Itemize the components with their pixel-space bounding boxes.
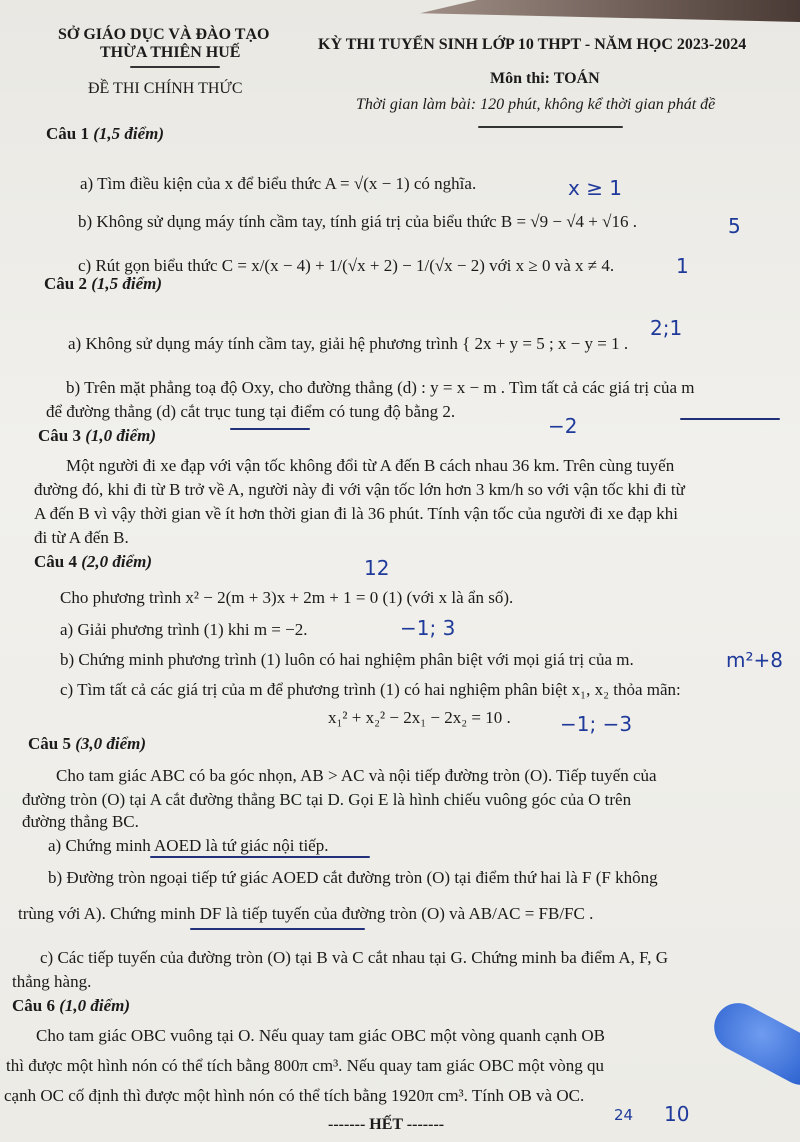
question-line: A đến B vì vậy thời gian về ít hơn thời gian đi là 36 phút. Tính vận tốc của người đi xe đạp khi [34,504,679,523]
department-name: SỞ GIÁO DỤC VÀ ĐÀO TẠO [58,26,270,43]
question-line: thẳng hàng. [12,972,92,991]
divider [478,126,623,128]
handwritten-answer: 2;1 [650,316,683,340]
handwritten-answer: m²+8 [726,648,783,672]
handwritten-answer: −2 [548,414,578,438]
handwritten-answer: 5 [728,214,741,238]
question-points: (1,0 điểm) [59,996,131,1015]
exam-title: KỲ THI TUYỂN SINH LỚP 10 THPT - NĂM HỌC 2023-2024 [318,36,747,53]
question-line: đường đó, khi đi từ B trở về A, người này đi với vận tốc lớn hơn 3 km/h so với vận tốc khi đi từ [34,480,685,499]
divider [130,66,220,68]
question-line: c) Tìm tất cả các giá trị của m để phương trình (1) có hai nghiệm phân biệt x₁, x₂ thỏa mãn: [60,680,681,699]
official-label: ĐỀ THI CHÍNH THỨC [88,80,243,97]
question-title: Câu 1 [46,124,89,143]
end-marker: ------- HẾT ------- [328,1116,445,1133]
question-line: Một người đi xe đạp với vận tốc không đổi từ A đến B cách nhau 36 km. Trên cùng tuyến [66,456,675,475]
question-line: a) Tìm điều kiện của x để biểu thức A = √(x − 1) có nghĩa. [80,174,477,193]
handwritten-answer: 10 [664,1102,690,1126]
province-name: THỪA THIÊN HUẾ [100,44,241,61]
question-title: Câu 3 [38,426,81,445]
handwritten-answer: x ≥ 1 [568,176,623,200]
handwritten-answer: 1 [676,254,689,278]
question-title: Câu 2 [44,274,87,293]
time-allowed: Thời gian làm bài: 120 phút, không kể thời gian phát đề [356,96,716,113]
photo-shadow [420,0,800,22]
question-line: a) Chứng minh AOED là tứ giác nội tiếp. [48,836,329,855]
pen-underline [150,856,370,858]
pen-underline [230,428,310,430]
question-points: (1,5 điểm) [93,124,165,143]
handwritten-answer: −1; −3 [560,712,633,736]
question-line: b) Không sử dụng máy tính cầm tay, tính giá trị của biểu thức B = √9 − √4 + √16 . [78,212,637,231]
question-line: a) Giải phương trình (1) khi m = −2. [60,620,308,639]
question-line: đường thẳng BC. [22,812,139,831]
question-line: b) Chứng minh phương trình (1) luôn có hai nghiệm phân biệt với mọi giá trị của m. [60,650,634,669]
question-points: (1,0 điểm) [85,426,157,445]
question-line: Cho phương trình x² − 2(m + 3)x + 2m + 1 = 0 (1) (với x là ẩn số). [60,588,514,607]
question-title: Câu 4 [34,552,77,571]
question-line: Cho tam giác ABC có ba góc nhọn, AB > AC và nội tiếp đường tròn (O). Tiếp tuyến của [56,766,657,785]
question-line: b) Trên mặt phẳng toạ độ Oxy, cho đường thẳng (d) : y = x − m . Tìm tất cả các giá trị của m [66,378,695,397]
blue-pen [706,995,800,1094]
question-title: Câu 6 [12,996,55,1015]
pen-underline [190,928,365,930]
question-line: trùng với A). Chứng minh DF là tiếp tuyến của đường tròn (O) và AB/AC = FB/FC . [18,904,594,923]
subject: Môn thi: TOÁN [490,70,600,87]
handwritten-answer: −1; 3 [400,616,456,640]
question-line: đi từ A đến B. [34,528,129,547]
handwritten-answer: 12 [364,556,390,580]
question-points: (3,0 điểm) [75,734,147,753]
question-line: b) Đường tròn ngoại tiếp tứ giác AOED cắt đường tròn (O) tại điểm thứ hai là F (F không [48,868,658,887]
question-line: thì được một hình nón có thể tích bằng 800π cm³. Nếu quay tam giác OBC một vòng qu [6,1056,604,1075]
pen-underline [680,418,780,420]
question-title: Câu 5 [28,734,71,753]
question-line: để đường thẳng (d) cắt trục tung tại điểm có tung độ bằng 2. [46,402,456,421]
question-line: a) Không sử dụng máy tính cầm tay, giải hệ phương trình { 2x + y = 5 ; x − y = 1 . [68,334,629,353]
handwritten-answer: 24 [614,1106,634,1124]
question-line: Cho tam giác OBC vuông tại O. Nếu quay tam giác OBC một vòng quanh cạnh OB [36,1026,605,1045]
question-points: (1,5 điểm) [91,274,163,293]
question-line: đường tròn (O) tại A cắt đường thẳng BC tại D. Gọi E là hình chiếu vuông góc của O trên [22,790,632,809]
question-line: c) Rút gọn biểu thức C = x/(x − 4) + 1/(√x + 2) − 1/(√x − 2) với x ≥ 0 và x ≠ 4. [78,256,615,275]
math-equation: x₁² + x₂² − 2x₁ − 2x₂ = 10 . [328,708,511,727]
question-line: cạnh OC cố định thì được một hình nón có thể tích bằng 1920π cm³. Tính OB và OC. [4,1086,585,1105]
question-points: (2,0 điểm) [81,552,153,571]
question-line: c) Các tiếp tuyến của đường tròn (O) tại B và C cắt nhau tại G. Chứng minh ba điểm A, F, G [40,948,669,967]
